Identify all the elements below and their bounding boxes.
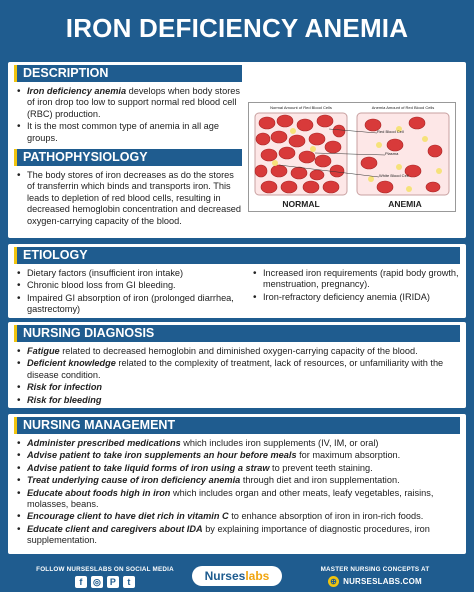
- page-title: IRON DEFICIENCY ANEMIA: [65, 13, 409, 43]
- list-item: • Advise patient to take iron supplements an hour before meals for maximum absorption.: [16, 450, 460, 461]
- description-heading: DESCRIPTION: [14, 65, 242, 82]
- anemia-caption: Anemia Amount of Red Blood Cells: [371, 105, 435, 110]
- list-item: • Advise patient to take liquid forms of iron using a straw to prevent teeth staining.: [16, 463, 460, 474]
- blood-cells-figure: [248, 102, 456, 212]
- anemia-label: ANEMIA: [388, 199, 422, 209]
- etiology-heading: ETIOLOGY: [14, 247, 460, 264]
- list-item: • Risk for infection: [16, 382, 460, 393]
- pathophysiology-list: [16, 170, 241, 228]
- etiology-right-list: [252, 268, 462, 304]
- footer-site: [300, 566, 450, 587]
- description-card: [8, 62, 466, 238]
- nurseslabs-logo[interactable]: Nurseslabs: [192, 566, 282, 586]
- follow-text: FOLLOW NURSESLABS ON SOCIAL MEDIA: [36, 566, 174, 573]
- twitter-icon[interactable]: t: [123, 576, 135, 588]
- etiology-card: [8, 244, 466, 318]
- description-list: [16, 86, 241, 145]
- social-icons: [30, 576, 180, 588]
- nursing-diagnosis-heading: NURSING DIAGNOSIS: [14, 325, 460, 342]
- list-item: • Dietary factors (insufficient iron intake): [16, 268, 238, 279]
- list-item: • Iron deficiency anemia develops when body stores of iron drop too low to support normal red blood cell (RBC) production.: [16, 86, 241, 120]
- pathophysiology-heading: PATHOPHYSIOLOGY: [14, 149, 242, 166]
- list-item: • Educate about foods high in iron which includes organ and other meats, leafy vegetables, raisins, molasses, beans.: [16, 488, 460, 511]
- etiology-left-list: [16, 268, 238, 317]
- rbc-label: Red Blood Cell: [377, 129, 404, 134]
- wbc-label: White Blood Cell: [379, 173, 409, 178]
- normal-caption: Normal Amount of Red Blood Cells: [270, 105, 332, 110]
- list-item: • Treat underlying cause of iron deficiency anemia through diet and iron supplementation.: [16, 475, 460, 486]
- nursing-management-list: [16, 438, 460, 548]
- normal-label: NORMAL: [282, 199, 320, 209]
- list-item: • Deficient knowledge related to the complexity of treatment, lack of resources, or unfamiliarity with the disease condition.: [16, 358, 460, 381]
- footer: [0, 560, 474, 592]
- plasma-label: Plasma: [385, 151, 399, 156]
- nursing-diagnosis-list: [16, 346, 460, 407]
- nursing-management-heading: NURSING MANAGEMENT: [14, 417, 460, 434]
- blood-cells-illustration: [249, 111, 455, 203]
- pinterest-icon[interactable]: P: [107, 576, 119, 588]
- nursing-diagnosis-card: [8, 322, 466, 408]
- globe-icon: ⊕: [328, 576, 339, 587]
- list-item: • Increased iron requirements (rapid body growth, menstruation, pregnancy).: [252, 268, 462, 291]
- list-item: • It is the most common type of anemia in all age groups.: [16, 121, 241, 144]
- footer-social: [30, 566, 180, 588]
- list-item: • Iron-refractory deficiency anemia (IRIDA): [252, 292, 462, 303]
- list-item: • Risk for bleeding: [16, 395, 460, 406]
- instagram-icon[interactable]: ◎: [92, 577, 102, 587]
- list-item: • Educate client and caregivers about IDA by explaining importance of diagnostic procedures, iron supplementation.: [16, 524, 460, 547]
- master-text: MASTER NURSING CONCEPTS AT: [320, 566, 430, 573]
- list-item: • Chronic blood loss from GI bleeding.: [16, 280, 238, 291]
- list-item: • The body stores of iron decreases as do the stores of transferrin which binds and transports iron. This leads to depletion of red blood cells, resulting in decreased hemoglobin concentration and decreased oxygen-carrying capacity of the blood.: [16, 170, 241, 227]
- list-item: • Administer prescribed medications which includes iron supplements (IV, IM, or oral): [16, 438, 460, 449]
- list-item: • Encourage client to have diet rich in vitamin C to enhance absorption of iron in iron-rich foods.: [16, 511, 460, 522]
- list-item: • Fatigue related to decreased hemoglobin and diminished oxygen-carrying capacity of the blood.: [16, 346, 460, 357]
- list-item: • Impaired GI absorption of iron (prolonged diarrhea, gastrectomy): [16, 293, 238, 316]
- facebook-icon[interactable]: f: [75, 576, 87, 588]
- site-link[interactable]: ⊕ NURSESLABS.COM: [328, 576, 422, 587]
- nursing-management-card: [8, 414, 466, 554]
